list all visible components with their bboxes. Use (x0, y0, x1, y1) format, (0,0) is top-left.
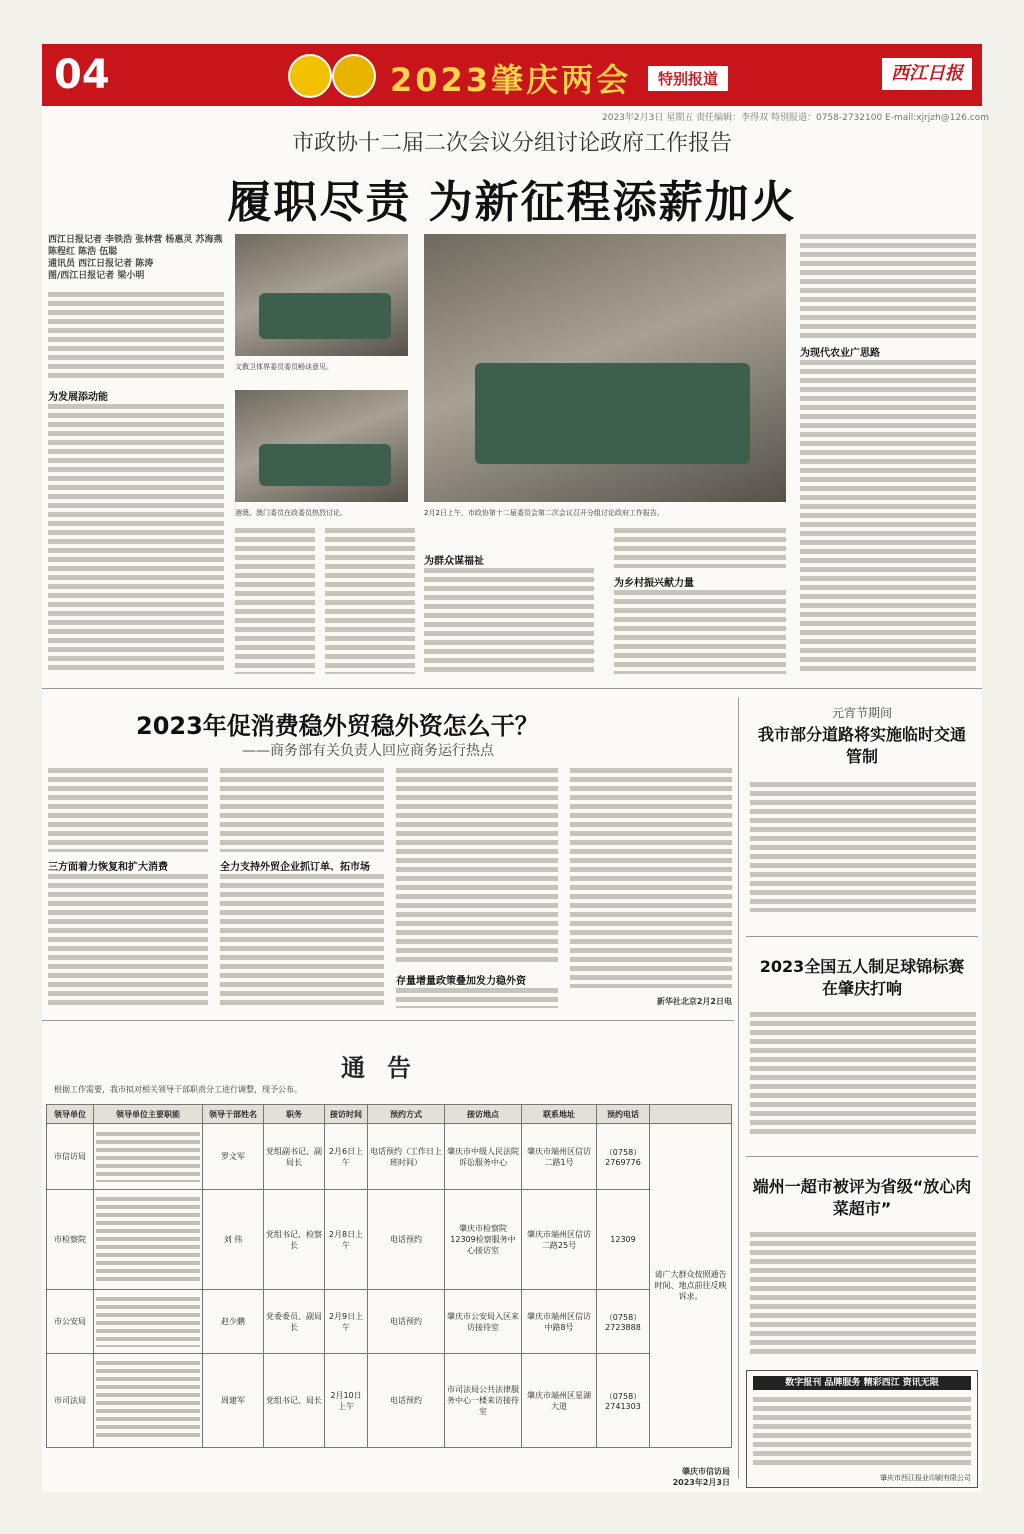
photo-caption-1: 文教卫体界委员委员畅谈意见。 (235, 363, 333, 371)
cell-unit: 市信访局 (47, 1124, 94, 1190)
photo-main-meeting (424, 234, 786, 502)
col-header (650, 1105, 732, 1124)
cell-method: 电话预约 (368, 1290, 445, 1354)
cell-method: 电话预约 (368, 1190, 445, 1290)
photo-women-group (235, 390, 408, 502)
cell-place: 肇庆市中级人民法院诉讼服务中心 (445, 1124, 522, 1190)
cell-phone: （0758）2769776 (597, 1124, 650, 1190)
cell-unit: 市司法局 (47, 1354, 94, 1448)
lead-body-col1b (48, 404, 224, 674)
cell-functions (94, 1124, 203, 1190)
newspaper-page (42, 44, 990, 1492)
lead-subhead-4: 为现代农业广思路 (800, 348, 880, 359)
lead-body-col1a (48, 292, 224, 378)
col-header: 接访时间 (325, 1105, 368, 1124)
section-tag: 特别报道 (648, 66, 728, 91)
cell-name: 刘 伟 (203, 1190, 264, 1290)
trade-body-col4 (570, 768, 732, 988)
lead-subhead-1: 为发展添动能 (48, 392, 108, 403)
cell-address: 肇庆市端州区信访中路8号 (522, 1290, 597, 1354)
trade-subhead-3: 存量增量政策叠加发力稳外资 (396, 976, 526, 987)
cell-address: 肇庆市端州区信访二路25号 (522, 1190, 597, 1290)
cell-time: 2月6日上午 (325, 1124, 368, 1190)
sidebar-3-title: 端州一超市被评为省级“放心肉菜超市” (752, 1177, 972, 1218)
sidebar-3-body (750, 1232, 976, 1356)
cell-phone: （0758）2741303 (597, 1354, 650, 1448)
edition-line: 2023年2月3日 星期五 责任编辑：李得双 特别报道：0758-2732100 E-mail:xjrjzh@126.com (602, 113, 990, 123)
lead-body-col6b (800, 360, 976, 674)
col-header: 接访地点 (445, 1105, 522, 1124)
notice-signoff: 肇庆市信访局 2023年2月3日 (672, 1467, 730, 1487)
col-header: 领导单位 (47, 1105, 94, 1124)
sidebar-divider-1 (746, 936, 978, 937)
newspaper-logo: 西江日报 (882, 58, 972, 90)
sidebar-2-title: 2023全国五人制足球锦标赛在肇庆打响 (759, 957, 965, 998)
cell-functions (94, 1354, 203, 1448)
lead-subhead-3: 为乡村振兴献力量 (614, 578, 694, 589)
cell-time: 2月10日上午 (325, 1354, 368, 1448)
trade-body-col3a (396, 768, 558, 964)
table-row (47, 1124, 732, 1190)
photo-education-group (235, 234, 408, 356)
col-header: 预约电话 (597, 1105, 650, 1124)
cell-phone: 12309 (597, 1190, 650, 1290)
sidebar-1-body (750, 782, 976, 912)
cppcc-emblem-icon (332, 54, 376, 98)
cell-phone: （0758）2723888 (597, 1290, 650, 1354)
ad-title: 数字报刊 品牌服务 精彩西江 资讯无限 (753, 1376, 971, 1390)
lead-kicker: 市政协十二届二次会议分组讨论政府工作报告 (291, 131, 732, 156)
page-number: 04 (54, 52, 110, 98)
section-title: 2023肇庆两会 (390, 61, 632, 99)
cell-functions (94, 1190, 203, 1290)
notice-intro: 根据工作需要，我市拟对相关领导干部职责分工进行调整，现予公布。 (54, 1085, 302, 1094)
trade-headline: 2023年促消费稳外贸稳外资怎么干？ (136, 712, 539, 740)
sidebar-divider-2 (746, 1156, 978, 1157)
trade-body-col3b (396, 988, 558, 1008)
ad-body (753, 1397, 971, 1467)
cell-name: 周建军 (203, 1354, 264, 1448)
ad-box (746, 1370, 978, 1488)
cell-unit: 市公安局 (47, 1290, 94, 1354)
table-row (47, 1354, 732, 1448)
cell-duty: 党组书记、检察长 (264, 1190, 325, 1290)
trade-subtitle: ——商务部有关负责人回应商务运行热点 (242, 743, 494, 759)
trade-signoff: 新华社北京2月2日电 (656, 997, 732, 1006)
trade-body-col1b (48, 874, 208, 1008)
notice-table (46, 1104, 732, 1448)
col-header: 联系地址 (522, 1105, 597, 1124)
lead-body-col6a (800, 234, 976, 338)
cell-time: 2月8日上午 (325, 1190, 368, 1290)
column-divider (738, 698, 739, 1478)
lead-body-col5b (614, 590, 786, 674)
lead-byline: 西江日报记者 李铁浩 张林营 杨惠灵 苏海燕 陈程红 陈浩 伍聪 通讯员 西江日报记者 陈涛 图/西江日报记者 梁小明 (48, 235, 223, 281)
table-row (47, 1290, 732, 1354)
cell-duty: 党组副书记、副局长 (264, 1124, 325, 1190)
trade-body-col2b (220, 874, 384, 1008)
trade-subhead-2: 全力支持外贸企业抓订单、拓市场 (220, 862, 370, 873)
sidebar-1-title: 我市部分道路将实施临时交通管制 (757, 725, 966, 766)
cell-name: 赵少鹏 (203, 1290, 264, 1354)
national-emblem-icon (288, 54, 332, 98)
lead-headline: 履职尽责 为新征程添薪加火 (227, 177, 797, 228)
cell-method: 电话预约（工作日上班时间） (368, 1124, 445, 1190)
cell-time: 2月9日上午 (325, 1290, 368, 1354)
photo-caption-main: 2月2日上午，市政协第十二届委员会第二次会议召开分组讨论政府工作报告。 (424, 509, 664, 517)
lead-body-col2 (235, 528, 315, 674)
cell-place: 市司法局公共法律服务中心一楼来访接待室 (445, 1354, 522, 1448)
cell-place: 肇庆市检察院12309检察服务中心接访室 (445, 1190, 522, 1290)
trade-body-col1a (48, 768, 208, 852)
photo-caption-2: 港澳、澳门委员在政委员热烈讨论。 (235, 509, 347, 517)
cell-remark: 请广大群众按照通告时间、地点前往反映诉求。 (650, 1124, 732, 1448)
table-row (47, 1190, 732, 1290)
cell-method: 电话预约 (368, 1354, 445, 1448)
cell-name: 罗文军 (203, 1124, 264, 1190)
notice-title: 通告 (341, 1053, 433, 1082)
section-divider (42, 688, 982, 689)
sidebar-2-body (750, 1012, 976, 1136)
sidebar-1-kicker: 元宵节期间 (831, 706, 892, 720)
cell-functions (94, 1290, 203, 1354)
trade-subhead-1: 三方面着力恢复和扩大消费 (48, 862, 168, 873)
notice-divider (42, 1020, 734, 1021)
lead-body-col3 (325, 528, 415, 674)
section-banner (42, 44, 982, 106)
col-header: 领导单位主要职能 (94, 1105, 203, 1124)
cell-duty: 党委委员、副局长 (264, 1290, 325, 1354)
lead-body-col5a (614, 528, 786, 568)
cell-address: 肇庆市端州区星湖大道 (522, 1354, 597, 1448)
col-header: 预约方式 (368, 1105, 445, 1124)
cell-address: 肇庆市端州区信访二路1号 (522, 1124, 597, 1190)
col-header: 职务 (264, 1105, 325, 1124)
lead-subhead-2: 为群众谋福祉 (424, 556, 484, 567)
cell-unit: 市检察院 (47, 1190, 94, 1290)
trade-body-col2a (220, 768, 384, 852)
printer-name: 肇庆市西江报业印刷有限公司 (880, 1474, 971, 1482)
lead-body-col4 (424, 568, 594, 674)
col-header: 领导干部姓名 (203, 1105, 264, 1124)
cell-place: 肇庆市公安局入区来访接待室 (445, 1290, 522, 1354)
cell-duty: 党组书记、局长 (264, 1354, 325, 1448)
